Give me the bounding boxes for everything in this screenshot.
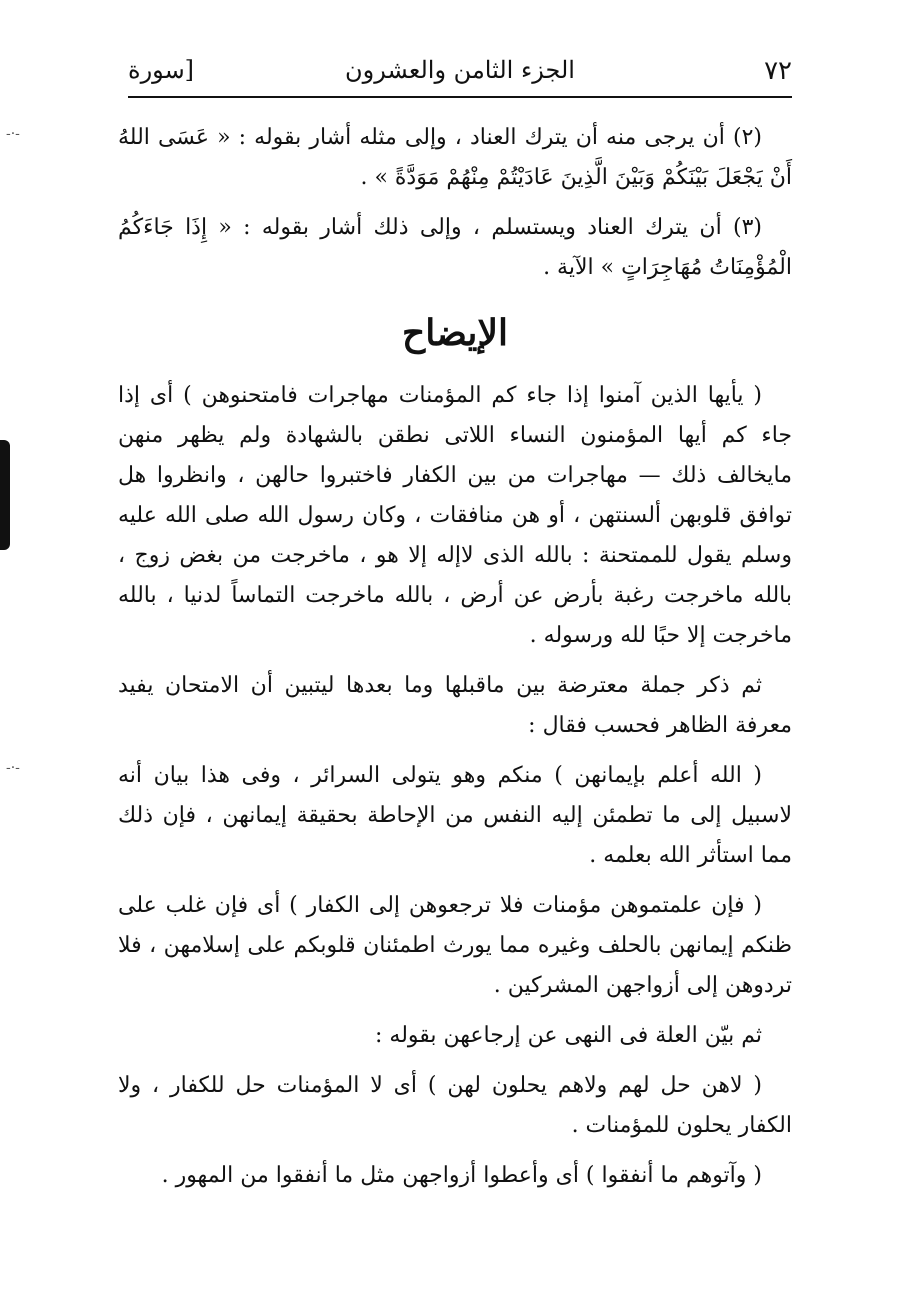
scan-edge-mark [0,440,10,550]
paragraph: (٣) أن يترك العناد ويستسلم ، وإلى ذلك أشار بقوله : « إِذَا جَاءَكُمُ الْمُؤْمِنَاتُ مُهَاجِرَاتٍ » الآية . [118,215,792,280]
margin-mark: -·- [6,126,20,142]
margin-mark: -·- [6,760,20,776]
section-title: الإيضاح [402,312,508,354]
running-title: الجزء الثامن والعشرون [345,56,575,84]
paragraph: ثم بيّن العلة فى النهى عن إرجاعهن بقوله : [375,1023,762,1048]
header-divider [128,96,792,98]
page-header [128,54,792,94]
page-number: ٧٢ [764,56,792,86]
paragraph: ( الله أعلم بإيمانهن ) منكم وهو يتولى السرائر ، وفى هذا بيان أنه لاسبيل إلى ما تطمئن إليه النفس من الإحاطة بحقيقة إيمانهن ، فإن ذلك مما استأثر الله بعلمه . [118,763,792,868]
paragraph: ( لاهن حل لهم ولاهم يحلون لهن ) أى لا المؤمنات حل للكفار ، ولا الكفار يحلون للمؤمنات . [118,1073,792,1138]
paragraph: (٢) أن يرجى منه أن يترك العناد ، وإلى مثله أشار بقوله : « عَسَى اللهُ أَنْ يَجْعَلَ بَيْنَكُمْ وَبَيْنَ الَّذِينَ عَادَيْتُمْ مِنْهُمْ مَوَدَّةً » . [118,125,792,190]
paragraph: ( وآتوهم ما أنفقوا ) أى وأعطوا أزواجهن مثل ما أنفقوا من المهور . [161,1163,762,1188]
page-body [118,118,792,1206]
paragraph: ( يأيها الذين آمنوا إذا جاء كم المؤمنات مهاجرات فامتحنوهن ) أى إذا جاء كم أيها المؤمنون النساء اللاتى نطقن بالشهادة ولم يظهر منهن مايخالف ذلك — مهاجرات من بين الكفار فاختبروا حالهن ، وانظروا هل توافق قلوبهن ألسنتهن ، أو هن منافقات ، وكان رسول الله صلى الله عليه وسلم يقول للممتحنة : بالله الذى لاإله إلا هو ، ماخرجت من بغض زوج ، بالله ماخرجت رغبة بأرض عن أرض ، بالله ماخرجت التماساً لدنيا ، بالله ماخرجت إلا حبًا لله ورسوله . [118,383,792,648]
paragraph: ( فإن علمتموهن مؤمنات فلا ترجعوهن إلى الكفار ) أى فإن غلب على ظنكم إيمانهن بالحلف وغيره مما يورث اطمئنان قلوبكم على إسلامهن ، فلا تردوهن إلى أزواجهن المشركين . [118,893,792,998]
surah-label: [سورة [128,56,195,84]
paragraph: ثم ذكر جملة معترضة بين ماقبلها وما بعدها ليتبين أن الامتحان يفيد معرفة الظاهر فحسب فقال : [118,673,792,738]
